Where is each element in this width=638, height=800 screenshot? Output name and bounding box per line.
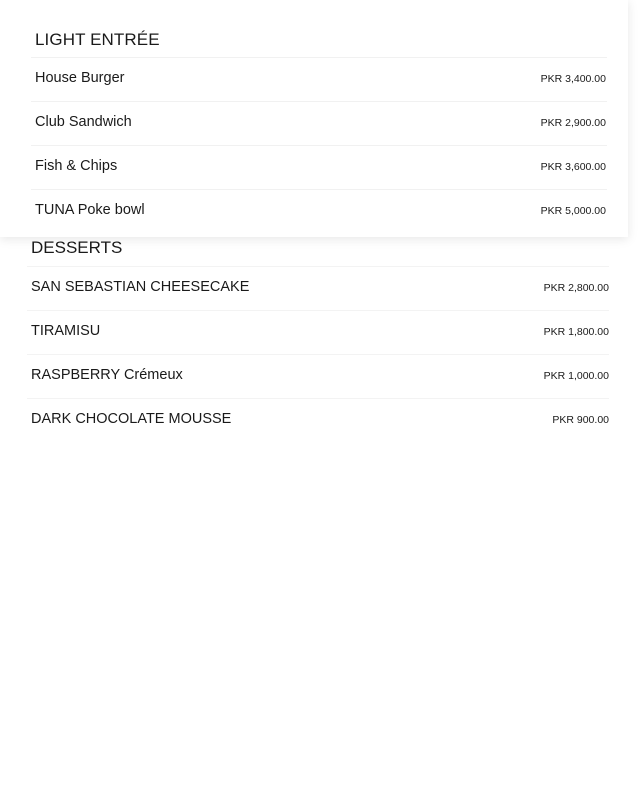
menu-item-house-burger[interactable] — [31, 57, 607, 101]
item-price: PKR 1,800.00 — [543, 326, 609, 338]
item-price: PKR 5,000.00 — [540, 205, 606, 217]
menu-item-club-sandwich[interactable] — [31, 101, 607, 145]
light-entree-section — [0, 0, 628, 237]
item-price: PKR 3,400.00 — [540, 73, 606, 85]
item-name: DARK CHOCOLATE MOUSSE — [31, 411, 232, 427]
menu-item-tuna-poke-bowl[interactable] — [31, 189, 607, 233]
menu-item-fish-and-chips[interactable] — [31, 145, 607, 189]
item-name: TIRAMISU — [31, 323, 101, 339]
item-price: PKR 3,600.00 — [540, 161, 606, 173]
menu-item-dark-chocolate-mousse[interactable] — [27, 398, 609, 442]
item-name: Fish & Chips — [35, 158, 118, 174]
item-name: TUNA Poke bowl — [35, 202, 145, 218]
item-name: House Burger — [35, 70, 125, 86]
desserts-list — [27, 266, 609, 442]
menu-item-san-sebastian-cheesecake[interactable] — [27, 266, 609, 310]
menu-item-tiramisu[interactable] — [27, 310, 609, 354]
menu-item-raspberry-cremeux[interactable] — [27, 354, 609, 398]
item-name: RASPBERRY Crémeux — [31, 367, 183, 383]
item-price: PKR 1,000.00 — [543, 370, 609, 382]
section-title-light-entree: LIGHT ENTRÉE — [35, 30, 160, 49]
light-entree-list — [31, 57, 607, 233]
item-name: SAN SEBASTIAN CHEESECAKE — [31, 279, 250, 295]
section-title-desserts: DESSERTS — [31, 238, 123, 257]
item-price: PKR 900.00 — [552, 414, 609, 426]
item-name: Club Sandwich — [35, 114, 132, 130]
item-price: PKR 2,800.00 — [543, 282, 609, 294]
item-price: PKR 2,900.00 — [540, 117, 606, 129]
